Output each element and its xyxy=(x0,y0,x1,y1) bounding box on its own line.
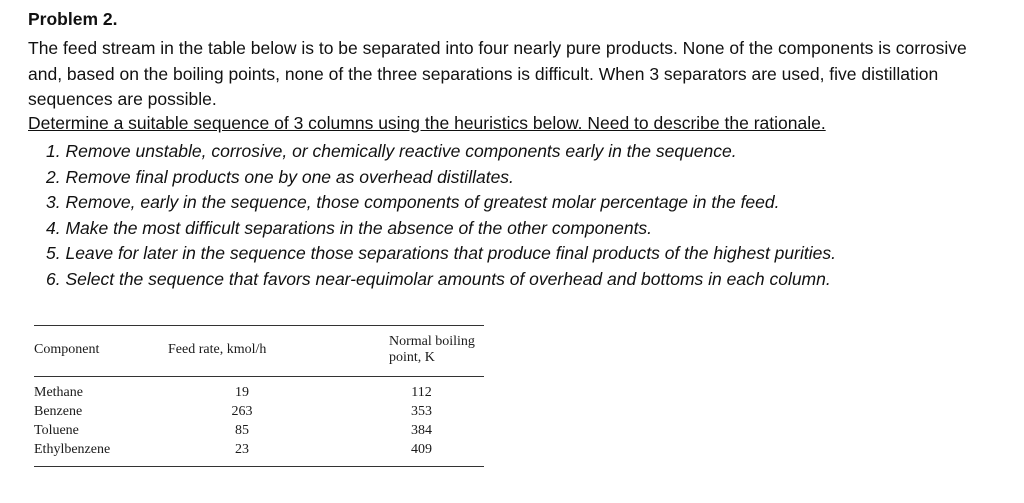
boiling-point-cell: 112 xyxy=(411,385,432,400)
column-header-boiling-point: Normal boiling point, K xyxy=(389,334,475,365)
feed-stream-table xyxy=(34,325,484,467)
table-row xyxy=(34,377,484,403)
problem-statement: The feed stream in the table below is to be separated into four nearly pure products. None of the components is corrosive and, based on the boiling points, none of the three separations is difficult. When 3 separators are used, five distillation sequences are possible. xyxy=(28,38,967,109)
column-header-feed-rate: Feed rate, kmol/h xyxy=(168,342,267,357)
heuristics-list xyxy=(46,139,836,292)
component-cell: Benzene xyxy=(34,404,83,419)
feed-rate-cell: 19 xyxy=(235,385,249,400)
table-row xyxy=(34,441,484,467)
task-instruction: Determine a suitable sequence of 3 columns using the heuristics below. Need to describe the rationale. xyxy=(28,113,826,133)
boiling-point-cell: 409 xyxy=(411,442,432,457)
component-cell: Toluene xyxy=(34,423,79,438)
heuristic-item: 2. Remove final products one by one as overhead distillates. xyxy=(46,166,514,187)
table-header-row xyxy=(34,326,484,377)
component-cell: Ethylbenzene xyxy=(34,442,111,457)
heuristic-item: 5. Leave for later in the sequence those separations that produce final products of the highest purities. xyxy=(46,243,836,263)
column-header-component: Component xyxy=(34,342,100,357)
heuristic-item: 6. Select the sequence that favors near-equimolar amounts of overhead and bottoms in each column. xyxy=(46,268,831,289)
heuristic-item: 3. Remove, early in the sequence, those components of greatest molar percentage in the feed. xyxy=(46,192,780,212)
heuristic-item: 1. Remove unstable, corrosive, or chemically reactive components early in the sequence. xyxy=(46,141,737,161)
table-row xyxy=(34,403,484,422)
table-row xyxy=(34,422,484,441)
boiling-point-cell: 384 xyxy=(411,423,432,438)
feed-rate-cell: 263 xyxy=(231,404,253,419)
feed-rate-cell: 23 xyxy=(235,442,249,457)
heuristic-item: 4. Make the most difficult separations in the absence of the other components. xyxy=(46,217,653,238)
problem-title: Problem 2. xyxy=(28,9,118,29)
boiling-point-cell: 353 xyxy=(411,404,432,419)
component-cell: Methane xyxy=(34,385,83,400)
feed-rate-cell: 85 xyxy=(235,423,249,438)
